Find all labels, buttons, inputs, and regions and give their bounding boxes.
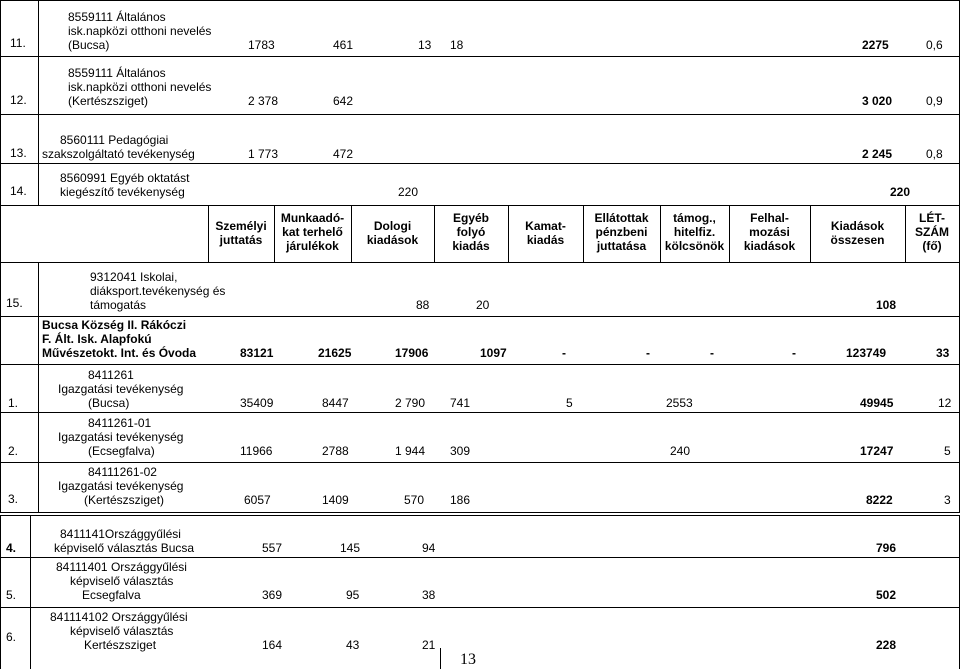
row-total: 17247 [860, 444, 894, 458]
rule [30, 515, 31, 669]
row-description: szakszolgáltató tevékenység [42, 147, 195, 161]
cell-value: 21625 [318, 346, 352, 360]
cell-value: 557 [262, 541, 283, 555]
cell-value: 186 [450, 493, 471, 507]
row-description: (Ecsegfalva) [88, 444, 155, 458]
cell-value: 1 773 [248, 147, 279, 161]
row-number: 3. [8, 492, 19, 506]
row-description: kiegészítő tevékenység [60, 185, 185, 199]
cell-value: 38 [422, 588, 436, 602]
header-line: kölcsönök [664, 239, 725, 253]
header-line: kiadások [743, 239, 796, 253]
row-description: diáksport.tevékenység és [90, 284, 226, 298]
header-line: Kamat- [525, 219, 566, 233]
header-line: kiadás [452, 239, 490, 253]
row-description: képviselő választás [70, 574, 174, 588]
cell-value: 43 [346, 638, 360, 652]
cell-value: 2 790 [395, 396, 426, 410]
cell-value: 1 944 [395, 444, 426, 458]
header-line: juttatás [219, 233, 263, 247]
rule [0, 607, 960, 608]
cell-value: 369 [262, 588, 283, 602]
header-line: Kiadások [830, 219, 885, 233]
row-description: isk.napközi otthoni nevelés [68, 24, 212, 38]
rule [0, 262, 960, 263]
header-line: folyó [456, 225, 486, 239]
cell-value: 18 [450, 38, 464, 52]
cell-value: 145 [340, 541, 361, 555]
rule [0, 114, 960, 115]
row-description: (Bucsa) [68, 38, 110, 52]
header-line: Személyi [215, 219, 267, 233]
row-description: képviselő választás [70, 624, 174, 638]
row-description: (Kertészsziget) [84, 493, 165, 507]
row-description: 8559111 Általános [68, 10, 166, 24]
rule [0, 205, 960, 206]
row-ratio: 0,8 [926, 147, 943, 161]
cell-value: 6057 [244, 493, 271, 507]
row-number: 13. [10, 146, 27, 160]
cell-value: 570 [404, 493, 425, 507]
header-line: hitelfiz. [673, 225, 716, 239]
row-total: 8222 [866, 493, 893, 507]
rule [0, 316, 960, 317]
cell-value: 5 [566, 396, 573, 410]
cell-value: 164 [262, 638, 283, 652]
row-total: 108 [876, 298, 897, 312]
row-description: Kertészsziget [84, 638, 157, 652]
header-line: mozási [749, 225, 790, 239]
row-description: 8559111 Általános [68, 66, 166, 80]
staff-count: 33 [936, 346, 950, 360]
row-total: 228 [876, 638, 897, 652]
row-total: 796 [876, 541, 897, 555]
staff-count: 3 [944, 493, 951, 507]
cell-value: - [562, 346, 566, 360]
row-description: Igazgatási tevékenység [58, 430, 184, 444]
cell-value: 88 [416, 298, 430, 312]
row-total: 220 [890, 185, 911, 199]
cell-value: 94 [422, 541, 436, 555]
row-number: 12. [10, 93, 27, 107]
cell-value: 1783 [248, 38, 275, 52]
header-line: kiadás [526, 233, 565, 247]
row-total: 2275 [862, 38, 889, 52]
cell-value: 472 [333, 147, 354, 161]
cell-value: 642 [333, 94, 354, 108]
cell-value: 220 [398, 185, 419, 199]
cell-value: 461 [333, 38, 354, 52]
cell-value: 2788 [322, 444, 349, 458]
row-description: isk.napközi otthoni nevelés [68, 80, 212, 94]
row-number: 11. [10, 36, 26, 50]
rule [38, 262, 39, 512]
row-description: 8560991 Egyéb oktatást [60, 171, 190, 185]
row-total: 123749 [846, 346, 887, 360]
cell-value: - [792, 346, 796, 360]
row-number: 15. [6, 296, 23, 310]
rule [0, 262, 1, 512]
rule [0, 364, 960, 365]
row-description: 8411261-01 [88, 416, 152, 430]
cell-value: 13 [418, 38, 432, 52]
row-number: 2. [8, 444, 19, 458]
rule [0, 0, 1, 205]
row-description: 8560111 Pedagógiai [60, 133, 169, 147]
rule [0, 515, 960, 516]
rule [0, 462, 960, 463]
row-number: 6. [6, 630, 17, 644]
header-line: SZÁM [915, 225, 949, 239]
cell-value: 95 [346, 588, 360, 602]
row-number: 1. [8, 396, 19, 410]
rule [0, 412, 960, 413]
cell-value: 309 [450, 444, 471, 458]
rule [440, 648, 441, 669]
page-number: 13 [460, 651, 476, 668]
header-line: kiadások [366, 233, 419, 247]
rule [38, 0, 39, 205]
cell-value: - [646, 346, 650, 360]
cell-value: 8447 [322, 396, 349, 410]
row-number: 5. [6, 588, 17, 602]
header-line: LÉT- [919, 211, 945, 225]
rule [0, 512, 960, 513]
cell-value: 17906 [395, 346, 429, 360]
rule [0, 163, 960, 164]
cell-value: 11966 [240, 444, 273, 458]
header-line: juttatása [596, 239, 647, 253]
row-description: 84111261-02 [88, 465, 157, 479]
header-line: (fő) [922, 239, 942, 253]
staff-count: 12 [938, 396, 952, 410]
header-line: támog., [673, 211, 716, 225]
row-total: 49945 [860, 396, 894, 410]
cell-value: 20 [476, 298, 490, 312]
cell-value: 1097 [480, 346, 507, 360]
row-description: képviselő választás Bucsa [54, 541, 195, 555]
institution-name: F. Ált. Isk. Alapfokú [42, 332, 152, 346]
institution-name: Művészetokt. Int. és Óvoda [42, 346, 197, 360]
rule [0, 0, 960, 1]
row-total: 3 020 [862, 94, 893, 108]
row-description: 8411261 [88, 368, 134, 382]
cell-value: 2 378 [248, 94, 279, 108]
header-line: Munkaadó- [280, 211, 345, 225]
header-line: összesen [830, 233, 885, 247]
row-ratio: 0,9 [926, 94, 943, 108]
cell-value: 741 [450, 396, 471, 410]
cell-value: 83121 [240, 346, 274, 360]
institution-name: Bucsa Község II. Rákóczi [42, 318, 187, 332]
rule [0, 515, 1, 669]
rule [0, 557, 960, 558]
header-line: Egyéb [452, 211, 489, 225]
row-total: 2 245 [862, 147, 893, 161]
row-description: Igazgatási tevékenység [58, 382, 184, 396]
row-description: (Kertészsziget) [68, 94, 149, 108]
header-line: pénzbeni [595, 225, 648, 239]
staff-count: 5 [944, 444, 951, 458]
row-description: 84111401 Országgyűlési [56, 560, 187, 574]
header-line: Ellátottak [594, 211, 649, 225]
cell-value: 35409 [240, 396, 274, 410]
row-number: 14. [10, 184, 27, 198]
header-line: kat terhelő [282, 225, 343, 239]
cell-value: 1409 [322, 493, 349, 507]
rule [0, 205, 1, 262]
row-description: Ecsegfalva [82, 588, 141, 602]
cell-value: 2553 [666, 396, 693, 410]
row-description: támogatás [90, 298, 147, 312]
row-total: 502 [876, 588, 897, 602]
cell-value: 240 [670, 444, 691, 458]
row-ratio: 0,6 [926, 38, 943, 52]
row-description: 9312041 Iskolai, [90, 270, 178, 284]
cell-value: 21 [422, 638, 436, 652]
header-line: járulékok [286, 239, 339, 253]
row-description: 841114102 Országgyűlési [50, 610, 188, 624]
row-description: Igazgatási tevékenység [58, 479, 184, 493]
row-description: (Bucsa) [88, 396, 130, 410]
row-number: 4. [6, 541, 17, 555]
row-description: 8411141Országgyűlési [60, 527, 181, 541]
cell-value: - [710, 346, 714, 360]
rule [0, 56, 960, 57]
header-line: Dologi [373, 219, 412, 233]
header-line: Felhal- [750, 211, 789, 225]
